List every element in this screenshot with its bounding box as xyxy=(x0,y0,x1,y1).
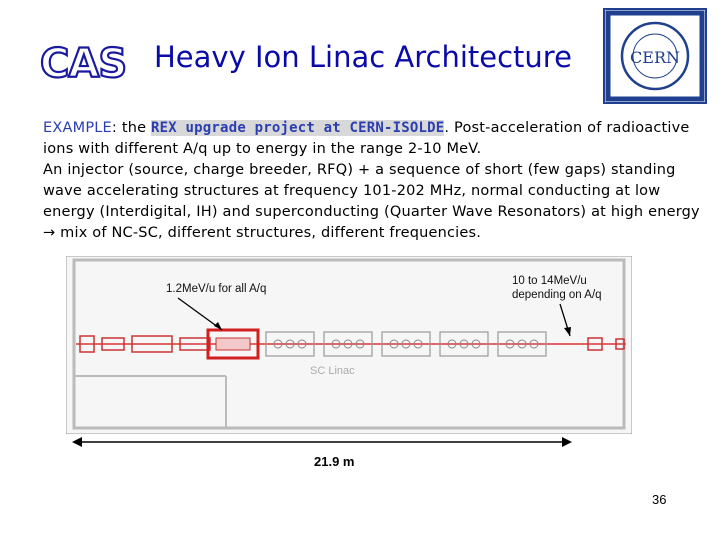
page-number: 36 xyxy=(652,492,667,507)
sc-linac-label: SC Linac xyxy=(310,365,355,377)
annotation-low-energy: 1.2MeV/u for all A/q xyxy=(166,283,267,295)
example-colon: : the xyxy=(111,120,152,136)
cas-logo xyxy=(38,42,138,82)
paragraph-1-text: . Post-acceleration of radioactive ions with different A/q up to energy in the range 2-10 MeV. xyxy=(43,120,690,157)
cern-logo-text: CERN xyxy=(630,48,680,67)
paragraph-2: An injector (source, charge breeder, RFQ) + a sequence of short (few gaps) standing wave accelerating structures at frequency 101-202 MHz, normal conducting at low energy (Interdigital, IH) and superconducting (Quarter Wave Resonators) at high energy → mix of NC-SC, different structures, different frequencies. xyxy=(43,162,700,241)
body-text xyxy=(43,118,703,244)
annotation-high-energy-line2: depending on A/q xyxy=(512,289,602,301)
cas-logo-text: CAS xyxy=(40,42,127,82)
rex-project-label: REX upgrade project at CERN-ISOLDE xyxy=(151,120,445,136)
slide-title: Heavy Ion Linac Architecture xyxy=(154,40,572,74)
dimension-arrow xyxy=(72,432,572,456)
linac-layout-diagram xyxy=(66,256,632,434)
dimension-label: 21.9 m xyxy=(314,454,355,469)
annotation-high-energy-line1: 10 to 14MeV/u xyxy=(512,275,587,287)
example-label: EXAMPLE xyxy=(43,120,112,136)
cern-logo xyxy=(603,8,707,104)
paragraph-1 xyxy=(43,118,703,160)
